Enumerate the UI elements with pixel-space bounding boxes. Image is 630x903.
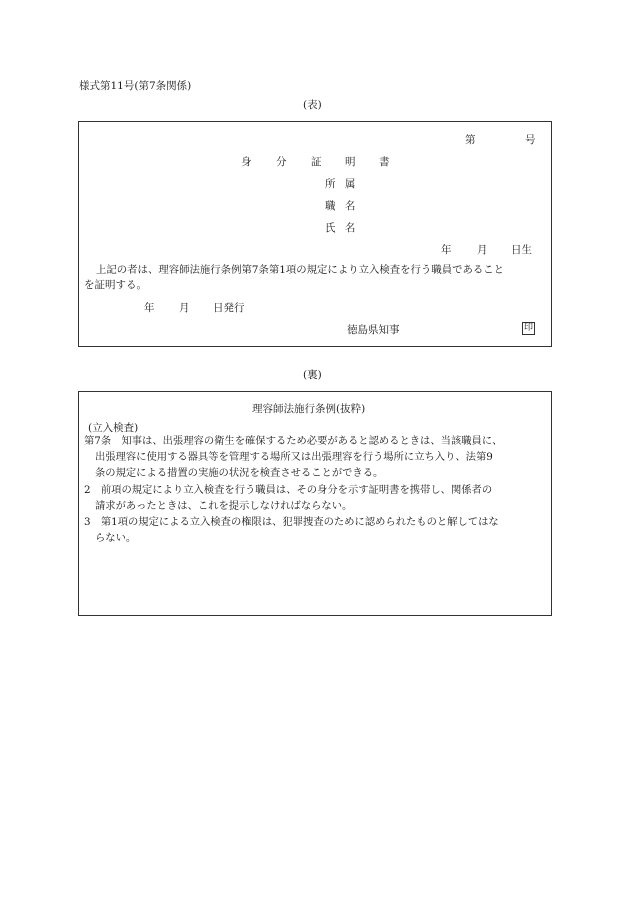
certificate-body-line1: 上記の者は、理容師法施行条例第7条第1項の規定により立入検査を行う職員であること <box>96 264 505 276</box>
article-7-line: 第7条 知事は、出張理容の衛生を確保するため必要があると認めるときは、当該職員に、 <box>84 435 503 447</box>
title-char: 身 <box>241 156 252 168</box>
article-7 <box>84 433 502 481</box>
field-affiliation: 所 属 <box>325 178 356 190</box>
number-dai: 第 <box>465 134 476 146</box>
paragraph-2 <box>84 482 492 514</box>
title-char: 明 <box>345 156 356 168</box>
article-7-line: 条の規定による措置の実施の状況を検査させることができる。 <box>95 467 384 479</box>
field-name: 氏 名 <box>325 222 356 234</box>
form-label: 様式第11号(第7条関係) <box>79 80 192 92</box>
paragraph-2-line: 請求があったときは、これを提示しなければならない。 <box>95 500 353 512</box>
number-go: 号 <box>525 134 536 146</box>
paragraph-3-line: らない。 <box>95 532 137 544</box>
birth-year: 年 <box>441 244 452 256</box>
title-char: 書 <box>379 156 390 168</box>
issuer: 徳島県知事 <box>347 324 400 336</box>
birth-day: 日生 <box>511 244 532 256</box>
back-card <box>78 391 552 616</box>
front-card <box>78 121 552 347</box>
front-side-label: (表) <box>303 99 322 111</box>
title-char: 証 <box>311 156 322 168</box>
seal-stamp: 印 <box>523 323 533 333</box>
certificate-body-line2: を証明する。 <box>84 279 147 291</box>
back-side-label: (裏) <box>303 369 322 381</box>
issue-month: 月 <box>179 302 190 314</box>
section-heading: (立入検査) <box>88 422 139 434</box>
paragraph-2-line: 2 前項の規定により立入検査を行う職員は、その身分を示す証明書を携帯し、関係者の <box>84 484 493 496</box>
paragraph-3-line: 3 第1項の規定による立入検査の権限は、犯罪捜査のために認められたものと解してはな <box>84 516 499 528</box>
excerpt-title: 理容師法施行条例(抜粋) <box>252 403 366 415</box>
paragraph-3 <box>84 514 499 546</box>
issue-day: 日発行 <box>213 302 245 314</box>
article-7-line: 出張理容に使用する器具等を管理する場所又は出張理容を行う場所に立ち入り、法第9 <box>95 451 493 463</box>
field-position: 職 名 <box>325 200 356 212</box>
birth-month: 月 <box>477 244 488 256</box>
issue-year: 年 <box>144 302 155 314</box>
title-char: 分 <box>276 156 287 168</box>
